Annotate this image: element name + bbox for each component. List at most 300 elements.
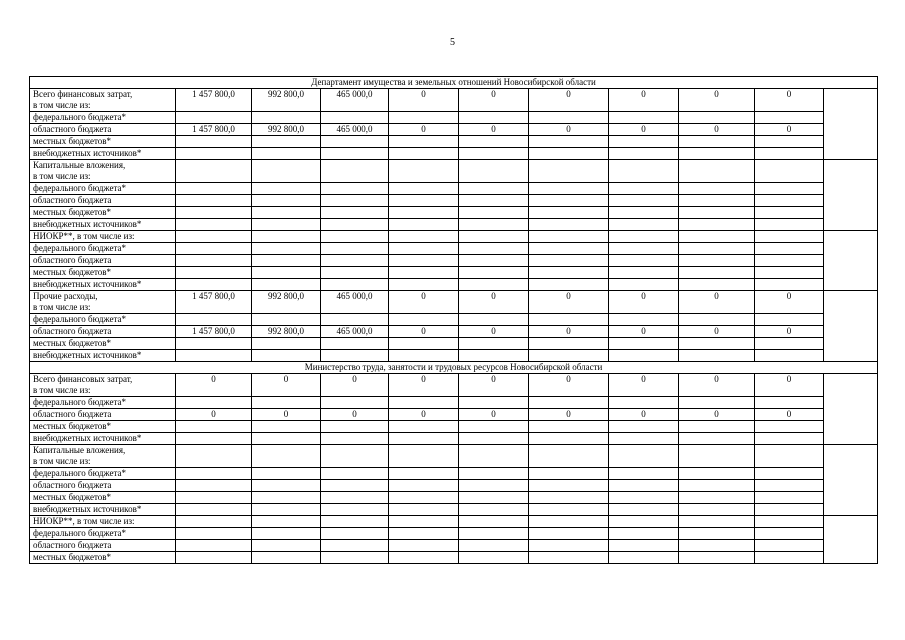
value-cell bbox=[529, 219, 609, 231]
value-cell bbox=[609, 195, 679, 207]
value-cell bbox=[252, 267, 321, 279]
value-cell bbox=[755, 148, 824, 160]
value-cell bbox=[321, 492, 389, 504]
value-cell bbox=[679, 207, 755, 219]
value-cell bbox=[679, 171, 755, 183]
block-heading-label: НИОКР**, в том числе из: bbox=[30, 231, 176, 243]
value-cell: 0 bbox=[609, 326, 679, 338]
value-cell bbox=[389, 219, 459, 231]
value-cell bbox=[609, 243, 679, 255]
block-heading-row bbox=[30, 302, 878, 314]
value-cell: 0 bbox=[529, 89, 609, 101]
value-cell bbox=[176, 492, 252, 504]
value-cell bbox=[389, 160, 459, 172]
value-cell: 0 bbox=[755, 124, 824, 136]
value-cell bbox=[755, 207, 824, 219]
value-cell bbox=[755, 504, 824, 516]
value-cell bbox=[321, 136, 389, 148]
value-cell bbox=[679, 350, 755, 362]
value-cell bbox=[755, 219, 824, 231]
budget-source-row bbox=[30, 492, 878, 504]
value-cell bbox=[321, 504, 389, 516]
value-cell bbox=[459, 397, 529, 409]
value-cell bbox=[755, 516, 824, 528]
value-cell bbox=[459, 255, 529, 267]
value-cell bbox=[176, 160, 252, 172]
value-cell bbox=[755, 160, 824, 172]
value-cell: 0 bbox=[459, 326, 529, 338]
value-cell bbox=[679, 338, 755, 350]
value-cell bbox=[529, 504, 609, 516]
value-cell bbox=[609, 112, 679, 124]
value-cell bbox=[679, 385, 755, 397]
value-cell bbox=[176, 433, 252, 445]
value-cell bbox=[459, 492, 529, 504]
value-cell bbox=[529, 552, 609, 564]
value-cell bbox=[321, 480, 389, 492]
block-heading-row bbox=[30, 445, 878, 457]
value-cell bbox=[321, 195, 389, 207]
row-label: федерального бюджета* bbox=[30, 397, 176, 409]
value-cell bbox=[755, 231, 824, 243]
value-cell bbox=[529, 433, 609, 445]
section-title-row bbox=[30, 362, 878, 374]
value-cell bbox=[252, 385, 321, 397]
budget-source-row bbox=[30, 279, 878, 291]
value-cell bbox=[679, 243, 755, 255]
value-cell bbox=[321, 445, 389, 457]
value-cell bbox=[529, 516, 609, 528]
budget-source-row bbox=[30, 504, 878, 516]
value-cell bbox=[755, 456, 824, 468]
value-cell bbox=[176, 385, 252, 397]
value-cell bbox=[176, 195, 252, 207]
value-cell bbox=[529, 148, 609, 160]
value-cell bbox=[176, 314, 252, 326]
row-label: федерального бюджета* bbox=[30, 314, 176, 326]
value-cell bbox=[529, 528, 609, 540]
value-cell bbox=[679, 183, 755, 195]
value-cell bbox=[459, 421, 529, 433]
budget-source-row bbox=[30, 195, 878, 207]
row-label: федерального бюджета* bbox=[30, 468, 176, 480]
value-cell bbox=[389, 279, 459, 291]
value-cell bbox=[755, 136, 824, 148]
value-cell: 0 bbox=[389, 326, 459, 338]
value-cell bbox=[609, 480, 679, 492]
value-cell bbox=[529, 302, 609, 314]
block-heading-label: Капитальные вложения, bbox=[30, 160, 176, 172]
value-cell: 0 bbox=[755, 409, 824, 421]
budget-source-row bbox=[30, 326, 878, 338]
value-cell: 0 bbox=[529, 409, 609, 421]
value-cell bbox=[679, 314, 755, 326]
value-cell bbox=[389, 314, 459, 326]
value-cell bbox=[321, 552, 389, 564]
block-heading-label: в том числе из: bbox=[30, 100, 176, 112]
value-cell bbox=[529, 207, 609, 219]
value-cell: 0 bbox=[679, 409, 755, 421]
block-heading-row bbox=[30, 100, 878, 112]
value-cell: 0 bbox=[459, 89, 529, 101]
budget-source-row bbox=[30, 552, 878, 564]
value-cell bbox=[459, 136, 529, 148]
row-label: областного бюджета bbox=[30, 326, 176, 338]
value-cell bbox=[529, 492, 609, 504]
value-cell bbox=[252, 528, 321, 540]
row-label: внебюджетных источников* bbox=[30, 148, 176, 160]
value-cell: 0 bbox=[459, 374, 529, 386]
value-cell: 0 bbox=[755, 326, 824, 338]
value-cell bbox=[459, 183, 529, 195]
value-cell bbox=[389, 195, 459, 207]
value-cell bbox=[252, 255, 321, 267]
value-cell bbox=[679, 136, 755, 148]
value-cell bbox=[321, 350, 389, 362]
value-cell bbox=[459, 480, 529, 492]
row-label: федерального бюджета* bbox=[30, 528, 176, 540]
value-cell bbox=[755, 528, 824, 540]
value-cell bbox=[529, 421, 609, 433]
value-cell bbox=[176, 267, 252, 279]
value-cell bbox=[389, 397, 459, 409]
notes-cell bbox=[824, 160, 878, 231]
row-label: внебюджетных источников* bbox=[30, 279, 176, 291]
value-cell: 0 bbox=[679, 374, 755, 386]
budget-source-row bbox=[30, 183, 878, 195]
value-cell bbox=[321, 231, 389, 243]
value-cell bbox=[321, 516, 389, 528]
row-label: местных бюджетов* bbox=[30, 338, 176, 350]
value-cell: 0 bbox=[389, 291, 459, 303]
value-cell bbox=[252, 552, 321, 564]
value-cell bbox=[389, 552, 459, 564]
value-cell bbox=[321, 338, 389, 350]
value-cell bbox=[529, 243, 609, 255]
value-cell: 992 800,0 bbox=[252, 89, 321, 101]
value-cell bbox=[609, 504, 679, 516]
value-cell bbox=[252, 136, 321, 148]
value-cell bbox=[389, 433, 459, 445]
budget-source-row bbox=[30, 350, 878, 362]
row-label: внебюджетных источников* bbox=[30, 504, 176, 516]
value-cell bbox=[755, 492, 824, 504]
value-cell bbox=[389, 385, 459, 397]
value-cell bbox=[389, 528, 459, 540]
block-heading-row bbox=[30, 374, 878, 386]
value-cell bbox=[176, 136, 252, 148]
value-cell bbox=[679, 528, 755, 540]
value-cell bbox=[176, 445, 252, 457]
value-cell: 0 bbox=[252, 374, 321, 386]
value-cell bbox=[755, 267, 824, 279]
value-cell bbox=[609, 445, 679, 457]
value-cell bbox=[755, 171, 824, 183]
row-label: областного бюджета bbox=[30, 195, 176, 207]
value-cell bbox=[529, 350, 609, 362]
value-cell bbox=[459, 338, 529, 350]
row-label: федерального бюджета* bbox=[30, 183, 176, 195]
value-cell bbox=[321, 267, 389, 279]
row-label: местных бюджетов* bbox=[30, 207, 176, 219]
value-cell: 0 bbox=[679, 291, 755, 303]
value-cell: 0 bbox=[176, 409, 252, 421]
value-cell bbox=[609, 267, 679, 279]
value-cell: 1 457 800,0 bbox=[176, 326, 252, 338]
budget-source-row bbox=[30, 528, 878, 540]
value-cell bbox=[679, 421, 755, 433]
value-cell bbox=[609, 468, 679, 480]
value-cell bbox=[252, 160, 321, 172]
value-cell bbox=[755, 243, 824, 255]
value-cell: 465 000,0 bbox=[321, 291, 389, 303]
value-cell bbox=[529, 100, 609, 112]
budget-source-row bbox=[30, 409, 878, 421]
value-cell bbox=[755, 433, 824, 445]
value-cell bbox=[176, 516, 252, 528]
value-cell bbox=[459, 279, 529, 291]
value-cell bbox=[609, 302, 679, 314]
value-cell: 0 bbox=[252, 409, 321, 421]
value-cell bbox=[529, 279, 609, 291]
value-cell bbox=[609, 338, 679, 350]
value-cell bbox=[529, 136, 609, 148]
value-cell: 0 bbox=[459, 409, 529, 421]
value-cell bbox=[679, 480, 755, 492]
value-cell bbox=[609, 528, 679, 540]
value-cell: 0 bbox=[321, 374, 389, 386]
value-cell bbox=[321, 528, 389, 540]
value-cell bbox=[321, 456, 389, 468]
value-cell: 0 bbox=[679, 326, 755, 338]
value-cell bbox=[176, 480, 252, 492]
notes-cell bbox=[824, 445, 878, 516]
value-cell bbox=[529, 255, 609, 267]
value-cell bbox=[176, 350, 252, 362]
value-cell bbox=[389, 492, 459, 504]
value-cell: 0 bbox=[389, 374, 459, 386]
budget-source-row bbox=[30, 314, 878, 326]
value-cell bbox=[529, 160, 609, 172]
value-cell: 0 bbox=[609, 89, 679, 101]
value-cell bbox=[252, 350, 321, 362]
budget-source-row bbox=[30, 421, 878, 433]
value-cell bbox=[389, 112, 459, 124]
value-cell: 0 bbox=[176, 374, 252, 386]
value-cell bbox=[679, 255, 755, 267]
value-cell bbox=[609, 255, 679, 267]
value-cell bbox=[459, 445, 529, 457]
budget-source-row bbox=[30, 540, 878, 552]
value-cell bbox=[609, 100, 679, 112]
notes-cell bbox=[824, 231, 878, 291]
value-cell bbox=[252, 456, 321, 468]
row-label: федерального бюджета* bbox=[30, 243, 176, 255]
value-cell bbox=[252, 183, 321, 195]
value-cell bbox=[755, 183, 824, 195]
value-cell: 0 bbox=[755, 374, 824, 386]
value-cell bbox=[389, 255, 459, 267]
budget-source-row bbox=[30, 397, 878, 409]
value-cell: 0 bbox=[529, 374, 609, 386]
value-cell bbox=[252, 231, 321, 243]
row-label: областного бюджета bbox=[30, 409, 176, 421]
value-cell bbox=[755, 445, 824, 457]
value-cell bbox=[459, 552, 529, 564]
value-cell: 0 bbox=[529, 291, 609, 303]
value-cell bbox=[252, 243, 321, 255]
value-cell bbox=[529, 171, 609, 183]
value-cell bbox=[755, 540, 824, 552]
row-label: внебюджетных источников* bbox=[30, 433, 176, 445]
value-cell bbox=[389, 504, 459, 516]
value-cell bbox=[679, 445, 755, 457]
value-cell: 1 457 800,0 bbox=[176, 89, 252, 101]
value-cell bbox=[176, 421, 252, 433]
value-cell bbox=[252, 397, 321, 409]
value-cell: 992 800,0 bbox=[252, 124, 321, 136]
notes-cell bbox=[824, 291, 878, 362]
value-cell bbox=[321, 171, 389, 183]
value-cell bbox=[609, 171, 679, 183]
value-cell bbox=[252, 171, 321, 183]
value-cell bbox=[176, 148, 252, 160]
value-cell bbox=[389, 183, 459, 195]
row-label: федерального бюджета* bbox=[30, 112, 176, 124]
value-cell: 1 457 800,0 bbox=[176, 291, 252, 303]
budget-source-row bbox=[30, 480, 878, 492]
value-cell bbox=[529, 480, 609, 492]
value-cell bbox=[609, 492, 679, 504]
value-cell bbox=[321, 183, 389, 195]
value-cell bbox=[176, 504, 252, 516]
value-cell bbox=[459, 219, 529, 231]
value-cell bbox=[679, 433, 755, 445]
value-cell: 992 800,0 bbox=[252, 291, 321, 303]
value-cell: 465 000,0 bbox=[321, 124, 389, 136]
value-cell bbox=[176, 183, 252, 195]
value-cell bbox=[176, 112, 252, 124]
value-cell bbox=[529, 183, 609, 195]
row-label: областного бюджета bbox=[30, 124, 176, 136]
value-cell bbox=[389, 350, 459, 362]
budget-source-row bbox=[30, 338, 878, 350]
value-cell bbox=[321, 385, 389, 397]
page-number: 5 bbox=[450, 37, 455, 48]
value-cell bbox=[252, 302, 321, 314]
value-cell bbox=[389, 243, 459, 255]
value-cell bbox=[389, 480, 459, 492]
value-cell bbox=[459, 267, 529, 279]
value-cell bbox=[755, 421, 824, 433]
value-cell bbox=[389, 148, 459, 160]
value-cell bbox=[389, 456, 459, 468]
value-cell bbox=[176, 219, 252, 231]
value-cell bbox=[176, 255, 252, 267]
block-heading-label: НИОКР**, в том числе из: bbox=[30, 516, 176, 528]
value-cell bbox=[609, 279, 679, 291]
budget-table bbox=[29, 76, 878, 564]
row-label: местных бюджетов* bbox=[30, 492, 176, 504]
value-cell bbox=[755, 552, 824, 564]
block-heading-label: Прочие расходы, bbox=[30, 291, 176, 303]
value-cell bbox=[459, 314, 529, 326]
budget-source-row bbox=[30, 124, 878, 136]
value-cell: 0 bbox=[459, 124, 529, 136]
value-cell bbox=[679, 160, 755, 172]
row-label: местных бюджетов* bbox=[30, 267, 176, 279]
block-heading-row bbox=[30, 385, 878, 397]
budget-source-row bbox=[30, 243, 878, 255]
value-cell bbox=[459, 516, 529, 528]
value-cell bbox=[389, 231, 459, 243]
value-cell: 992 800,0 bbox=[252, 326, 321, 338]
value-cell bbox=[389, 421, 459, 433]
row-label: внебюджетных источников* bbox=[30, 219, 176, 231]
value-cell bbox=[459, 243, 529, 255]
value-cell bbox=[755, 255, 824, 267]
value-cell: 0 bbox=[389, 409, 459, 421]
value-cell bbox=[252, 314, 321, 326]
value-cell: 465 000,0 bbox=[321, 326, 389, 338]
value-cell: 0 bbox=[755, 291, 824, 303]
value-cell bbox=[252, 207, 321, 219]
value-cell bbox=[755, 112, 824, 124]
value-cell bbox=[252, 540, 321, 552]
section-title-row bbox=[30, 77, 878, 89]
value-cell bbox=[459, 148, 529, 160]
value-cell bbox=[176, 338, 252, 350]
block-heading-label: Всего финансовых затрат, bbox=[30, 374, 176, 386]
value-cell bbox=[609, 540, 679, 552]
value-cell bbox=[252, 279, 321, 291]
value-cell bbox=[755, 397, 824, 409]
value-cell: 0 bbox=[529, 326, 609, 338]
value-cell bbox=[679, 302, 755, 314]
value-cell bbox=[321, 314, 389, 326]
value-cell bbox=[529, 468, 609, 480]
value-cell bbox=[321, 219, 389, 231]
value-cell bbox=[389, 207, 459, 219]
value-cell bbox=[389, 100, 459, 112]
value-cell bbox=[252, 468, 321, 480]
value-cell bbox=[459, 231, 529, 243]
value-cell bbox=[679, 219, 755, 231]
value-cell bbox=[529, 267, 609, 279]
value-cell bbox=[389, 136, 459, 148]
value-cell bbox=[321, 302, 389, 314]
value-cell bbox=[321, 207, 389, 219]
block-heading-label: Капитальные вложения, bbox=[30, 445, 176, 457]
value-cell bbox=[252, 338, 321, 350]
value-cell bbox=[679, 195, 755, 207]
value-cell bbox=[321, 540, 389, 552]
value-cell bbox=[609, 350, 679, 362]
value-cell bbox=[529, 456, 609, 468]
table-body bbox=[30, 77, 878, 564]
block-heading-label: в том числе из: bbox=[30, 302, 176, 314]
value-cell bbox=[609, 160, 679, 172]
budget-source-row bbox=[30, 255, 878, 267]
value-cell bbox=[389, 516, 459, 528]
value-cell bbox=[176, 456, 252, 468]
section-title: Департамент имущества и земельных отношений Новосибирской области bbox=[30, 77, 878, 89]
value-cell: 0 bbox=[389, 89, 459, 101]
row-label: областного бюджета bbox=[30, 540, 176, 552]
value-cell bbox=[176, 279, 252, 291]
notes-cell bbox=[824, 516, 878, 564]
value-cell bbox=[389, 468, 459, 480]
